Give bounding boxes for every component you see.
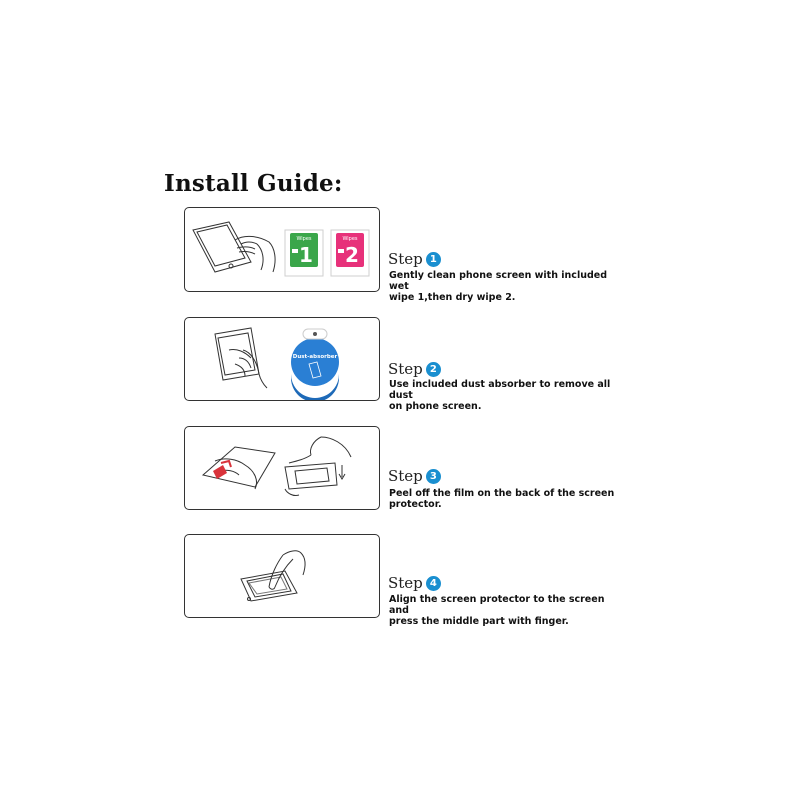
wipe-1-packet bbox=[285, 230, 323, 276]
step-4-heading bbox=[388, 574, 441, 592]
step-1-heading bbox=[388, 250, 441, 268]
step-4-label: Step bbox=[388, 574, 423, 592]
wipe-2-packet bbox=[331, 230, 369, 276]
wipe-1-number: 1 bbox=[299, 243, 313, 267]
step-2-illustration-panel bbox=[184, 317, 380, 401]
step-3-label: Step bbox=[388, 467, 423, 485]
dust-absorber bbox=[291, 329, 339, 400]
step-2-number-badge: 2 bbox=[426, 362, 441, 377]
wipe-1-title: Wipes bbox=[296, 236, 312, 242]
step-3-heading bbox=[388, 467, 441, 485]
wipe-2-title: Wipes bbox=[342, 236, 358, 242]
step-2-heading bbox=[388, 360, 441, 378]
step-4-description: Align the screen protector to the screen and press the middle part with finger. bbox=[389, 594, 605, 627]
step-3-illustration bbox=[185, 427, 379, 509]
step-1-illustration bbox=[185, 208, 379, 291]
step-4-illustration bbox=[185, 535, 379, 617]
step-4-number-badge: 4 bbox=[426, 576, 441, 591]
step-3-number-badge: 3 bbox=[426, 469, 441, 484]
step-1-label: Step bbox=[388, 250, 423, 268]
step-4-illustration-panel bbox=[184, 534, 380, 618]
step-1-description: Gently clean phone screen with included wet wipe 1,then dry wipe 2. bbox=[389, 270, 608, 303]
step-2-illustration bbox=[185, 318, 379, 400]
wipe-2-number: 2 bbox=[345, 243, 359, 267]
step-2-description: Use included dust absorber to remove all dust on phone screen. bbox=[389, 379, 611, 412]
step-2-label: Step bbox=[388, 360, 423, 378]
step-3-description: Peel off the film on the back of the screen protector. bbox=[389, 488, 615, 510]
step-1-number-badge: 1 bbox=[426, 252, 441, 267]
step-3-illustration-panel bbox=[184, 426, 380, 510]
page-title: Install Guide: bbox=[164, 170, 343, 197]
step-1-illustration-panel bbox=[184, 207, 380, 292]
absorber-label: Dust-absorber bbox=[292, 354, 338, 360]
